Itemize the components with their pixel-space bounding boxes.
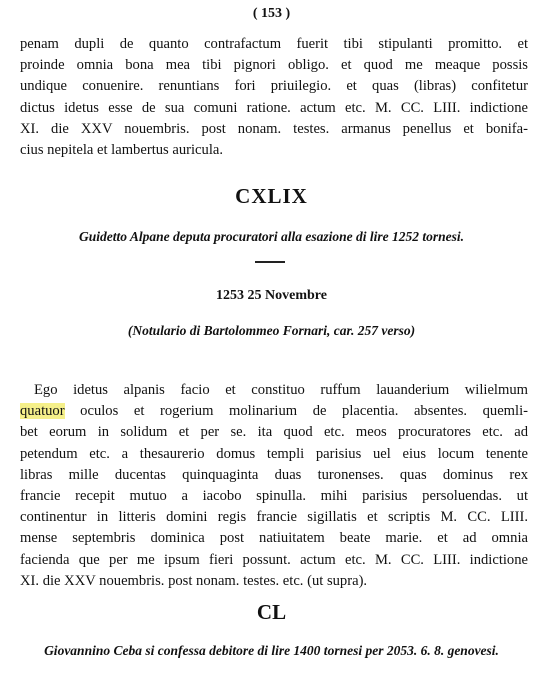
document-number-heading: CXLIX (235, 184, 308, 208)
document-date: 1253 25 Novembre (216, 288, 327, 303)
document-summary: Guidetto Alpane deputa procuratori alla esazione di lire 1252 tornesi. (78, 229, 465, 244)
text-line-rest: oculos et rogerium molinarium de placentia. absentes. quemli- (64, 403, 528, 420)
document-number-heading: CL (256, 600, 287, 624)
separator-rule (255, 261, 285, 263)
text-line: undique conuenire. renuntians fori priuilegio. et quas (libras) confitetur (20, 78, 528, 95)
page-number: ( 153 ) (252, 6, 291, 21)
text-line: XI. die XXV nouembris. post nonam. testes. armanus penellus et bonifa- (20, 120, 528, 137)
text-line: libras mille ducentas quinquaginta duas turonenses. quas dominus rex (20, 466, 528, 483)
text-line: continentur in litteris domini regis francie sigillatis et scriptis M. CC. LIII. (20, 509, 528, 526)
paragraph-document-body (20, 380, 528, 592)
text-line: petendum etc. a thesaurerio domus templi parisius uel eius locum tenente (20, 445, 528, 462)
text-line: mense septembris dominica post natiuitatem beate marie. et ad omnia (20, 530, 528, 547)
text-line: francie recepit mutuo a iacobo spinulla. mihi parisius persoluendas. ut (20, 488, 528, 505)
text-line: facienda que per me ipsum fieri possunt. actum etc. M. CC. LIII. indictione (20, 551, 528, 568)
document-summary: Giovannino Ceba si confessa debitore di lire 1400 tornesi per 2053. 6. 8. genovesi. (44, 643, 499, 658)
document-source: (Notulario di Bartolommeo Fornari, car. 257 verso) (127, 323, 416, 338)
text-line: proinde omnia bona mea tibi pignori obligo. et quod me meaque possis (20, 57, 528, 74)
paragraph-continuation (20, 34, 528, 161)
highlighted-word: quatuor (20, 403, 65, 420)
text-line: cius nepitela et lambertus auricula. (20, 142, 224, 159)
text-line: XI. die XXV nouembris. post nonam. testes. etc. (ut supra). (20, 572, 368, 589)
text-line (20, 401, 528, 422)
text-line: penam dupli de quanto contrafactum fuerit tibi stipulanti promitto. et (20, 36, 528, 52)
text-line: dictus idetus esse de sua comuni ratione. actum etc. M. CC. LIII. indictione (20, 99, 528, 116)
text-line: bet eorum in solidum et per se. ita quod etc. meos procuratores etc. ad (20, 424, 528, 441)
text-line: Ego idetus alpanis facio et constituo ruffum lauanderium wilielmum (34, 382, 528, 398)
